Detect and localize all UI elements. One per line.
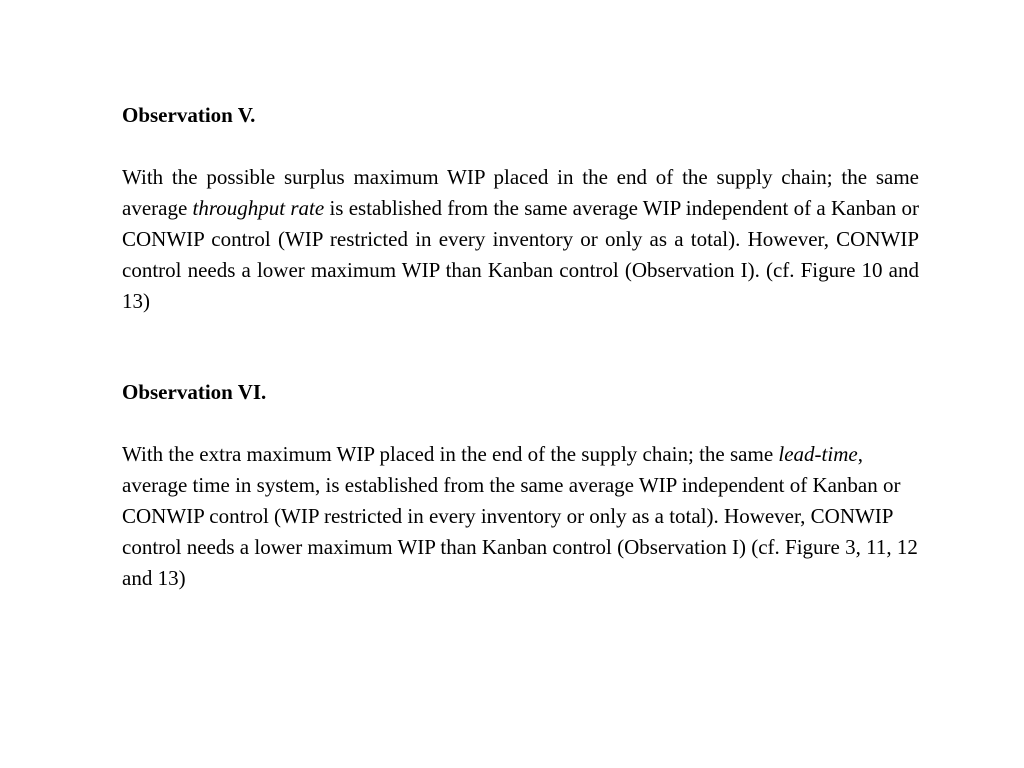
observation-vi-paragraph bbox=[122, 439, 919, 594]
observation-vi-text-start: With the extra maximum WIP placed in the end of the supply chain; the same bbox=[122, 442, 779, 466]
observation-v-paragraph bbox=[122, 162, 919, 317]
observation-v-heading: Observation V. bbox=[122, 103, 256, 127]
observation-vi-text-end: , average time in system, is established from the same average WIP independent of Kanban or CONWIP control (WIP restricted in every inventory or only as a total). However, CONWIP control needs a lower maximum WIP than Kanban control (Observation I) (cf. Figure 3, 11, 12 and 13) bbox=[122, 442, 918, 590]
observation-vi-heading: Observation VI. bbox=[122, 380, 267, 404]
document-page bbox=[122, 100, 919, 594]
spacer bbox=[122, 408, 919, 439]
spacer bbox=[122, 131, 919, 162]
observation-v-text-start: With the possible surplus maximum WIP placed in the end of the supply chain; the same average bbox=[122, 165, 919, 220]
observation-v-emphasis: throughput rate bbox=[192, 196, 325, 220]
observation-vi-emphasis: lead-time bbox=[778, 442, 858, 466]
section-spacer bbox=[122, 317, 919, 377]
observation-v-section bbox=[122, 100, 919, 317]
observation-vi-section bbox=[122, 377, 919, 594]
observation-v-text-end: is established from the same average WIP independent of a Kanban or CONWIP control (WIP restricted in every inventory or only as a total). However, CONWIP control needs a lower maximum WIP than Kanban control (Observation I). (cf. Figure 10 and 13) bbox=[122, 196, 919, 313]
